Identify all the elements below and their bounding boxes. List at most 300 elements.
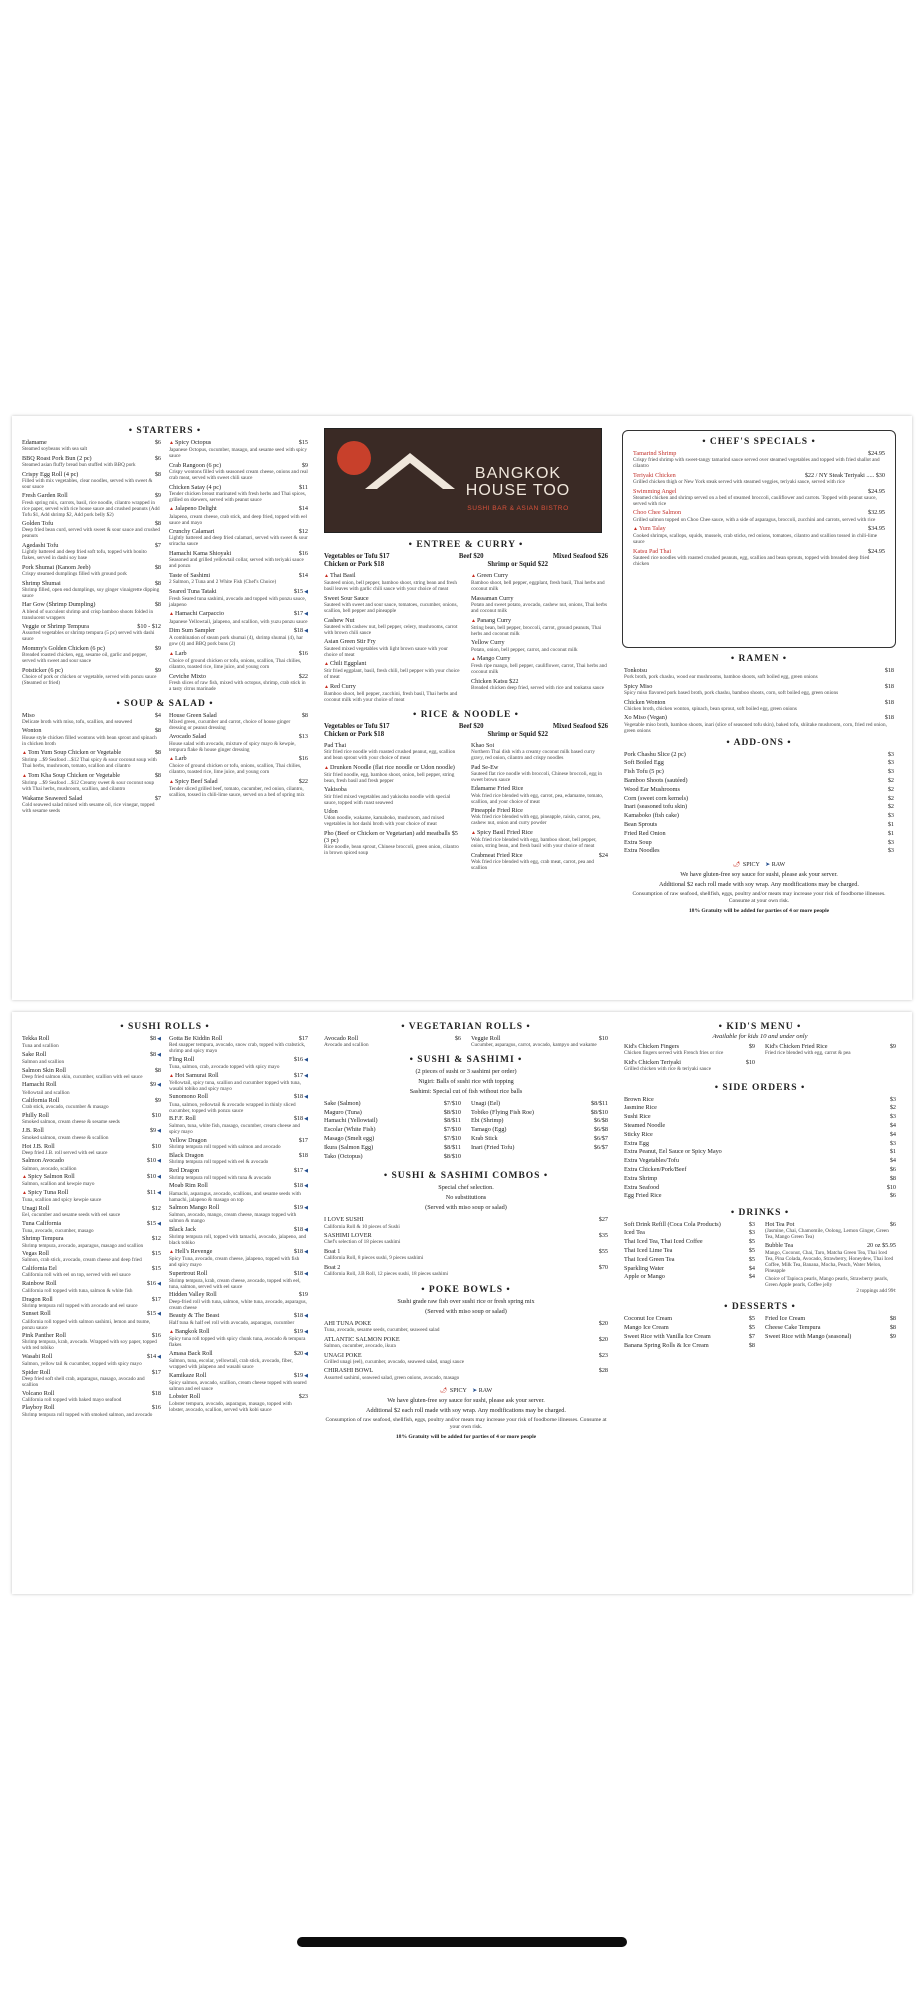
menu-item <box>169 1182 308 1202</box>
item-price <box>887 1104 896 1111</box>
poke-title: • POKE BOWLS • <box>421 1284 511 1295</box>
noodle-price-header <box>324 723 608 730</box>
item-price-text: $35 <box>598 1232 608 1240</box>
item-price <box>152 542 161 549</box>
item-price <box>152 727 161 734</box>
item-price-text: $3 <box>887 847 894 855</box>
item-name-text: Pad Thai <box>324 741 347 749</box>
item-name-text: House Green Salad <box>169 711 217 719</box>
item-price-text: $1 <box>887 820 894 828</box>
item-name-text: Sushi Rice <box>624 1113 651 1121</box>
item-desc: Shrimp tempura roll topped with tuna & avocado <box>169 1174 272 1181</box>
note-gratuity: 18% Gratuity will be added for parties of 4 or more people <box>688 907 830 914</box>
chili-icon: ▲ <box>169 441 174 446</box>
item-name <box>169 1291 217 1298</box>
item-name <box>624 714 667 721</box>
item-name-text: Black Dragon <box>169 1151 204 1159</box>
noodle-sub-shrimp: Shrimp or Squid $22 <box>487 730 548 738</box>
menu-item <box>471 852 608 871</box>
item-name-text: Katsu Pad Thai <box>633 547 672 555</box>
item-name-text: Kamikaze Roll <box>169 1371 207 1379</box>
item-name-text: BBQ Roast Pork Bun (2 pc) <box>22 454 92 462</box>
bubble-tea-name: Bubble Tea <box>765 1242 794 1250</box>
item-price <box>291 1072 308 1080</box>
item-price <box>152 601 161 608</box>
menu-item <box>324 638 461 657</box>
item-name <box>169 484 221 491</box>
item-price <box>296 673 308 680</box>
item-desc: Crispy steamed dumplings filled with ground pork <box>22 570 127 577</box>
item-name-text: Brown Rice <box>624 1095 654 1103</box>
item-desc: Rice noodle, bean sprout, Chinese broccoli, green onion, cilantro in brown spiced soup <box>324 844 459 857</box>
item-price-text: $18 <box>298 1151 308 1159</box>
menu-item <box>324 660 461 680</box>
kids-list-1 <box>624 1043 755 1075</box>
item-price <box>149 1404 161 1411</box>
item-desc: Tuna, avocado, sesame seeds, cucumber, seaweed salad <box>324 1327 440 1334</box>
menu-item <box>471 742 608 761</box>
item-desc: House salad with avocado, mixture of spicy mayo & kewpie, tempura flake & house ginger dressing <box>169 740 296 753</box>
menu-item <box>169 1035 308 1054</box>
menu-item <box>324 572 461 592</box>
item-price-text: $9 <box>301 461 308 469</box>
item-desc: 2 Salmon, 2 Tuna and 2 White Fish (Chef's Choice) <box>169 578 277 585</box>
note2-gluten: We have gluten-free soy sauce for sushi, please ask your server. <box>387 1396 545 1404</box>
item-name <box>624 1256 674 1263</box>
item-price <box>887 1333 896 1340</box>
item-desc: Fresh Seared tuna sashimi, avocado and topped with ponzu sauce, jalapeno <box>169 595 307 608</box>
starters-title: • STARTERS • <box>128 426 202 436</box>
item-price-text: $16 <box>298 649 308 657</box>
item-name <box>471 639 505 646</box>
item-desc: Stir fried mixed vegetables and yakisoba noodle with special sauce, topped with roast seaweed <box>324 793 451 806</box>
entree-title: • ENTREE & CURRY • <box>408 540 524 550</box>
item-desc: Wok fried rice blended with egg, bamboo shoot, bell pepper, onion, string bean, and fresh basil with your choice of meat <box>471 837 597 850</box>
item-price-text: $3 <box>887 838 894 846</box>
item-name-text: Miso <box>22 711 35 719</box>
item-name-text: Hamachi Carpaccio <box>174 610 224 618</box>
item-price-text: $6 <box>154 439 161 446</box>
item-name-text: Wonton <box>22 727 42 735</box>
item-name-text: Larb <box>174 649 187 657</box>
item-name-text: Apple or Mango <box>624 1273 665 1281</box>
fish-icon: ◀ <box>304 1373 308 1379</box>
item-name <box>169 1204 219 1211</box>
item-name <box>624 1315 672 1322</box>
menu-item <box>471 678 608 691</box>
item-name-text: Beauty & The Beast <box>169 1312 220 1320</box>
chili-icon: ▲ <box>633 527 638 533</box>
item-price-text: $18 <box>293 1225 304 1233</box>
item-name-text: Khao Soi <box>471 741 495 749</box>
item-name-text: Philly Roll <box>22 1111 49 1119</box>
item-price <box>441 1126 461 1133</box>
fish-icon: ◀ <box>157 1281 161 1287</box>
item-name <box>624 1324 669 1331</box>
noodle-hdr-beef: Beef $20 <box>458 722 484 730</box>
chili-icon: ▲ <box>169 507 174 513</box>
item-name <box>624 1247 672 1254</box>
item-desc: A blend of succulent shrimp and crisp bamboo shoots folded in translucent wrappers <box>22 608 154 621</box>
item-name-text: Tom Yum Soup Chicken or Vegetable <box>27 749 122 757</box>
item-price <box>149 1250 161 1257</box>
note-raw-warning: Consumption of raw seafood, shellfish, eggs, poultry and/or meats may increase your risk of foodborne illnesses. Consume at your own risk. <box>632 890 886 904</box>
item-desc: Bamboo shoot, bell pepper, zucchini, fresh basil, Thai herbs and coconut milk with your choice of meat <box>324 691 458 704</box>
item-price <box>296 1035 308 1042</box>
menu-item <box>471 764 608 783</box>
item-price <box>591 1117 608 1124</box>
item-price <box>291 1204 308 1212</box>
menu-item <box>169 1204 308 1224</box>
menu-item <box>22 1035 161 1049</box>
item-name-text: Fling Roll <box>169 1055 195 1063</box>
item-name-text: Inari (Fried Tofu) <box>471 1143 515 1151</box>
item-price-text: $4 <box>154 711 161 719</box>
menu-item <box>324 808 461 827</box>
menu-item <box>22 1310 161 1330</box>
item-name-text: Extra Vegetables/Tofu <box>624 1157 679 1165</box>
item-name <box>624 1229 645 1236</box>
item-price-text: $18 <box>293 1247 304 1255</box>
item-price-text: $17 <box>293 610 304 618</box>
item-name-text: Red Curry <box>329 682 356 690</box>
item-price-text: $8 <box>748 1341 755 1349</box>
item-name <box>324 1117 378 1124</box>
item-name <box>22 1097 59 1104</box>
item-price-text: $8 <box>154 771 161 779</box>
menu-item <box>22 601 161 620</box>
note-gluten: We have gluten-free soy sauce for sushi, please ask your server. <box>680 870 838 878</box>
item-price-text: $3 <box>889 1095 896 1103</box>
fish-icon: ◀ <box>304 1249 308 1255</box>
item-desc: California Roll, 8 pieces sushi, 9 pieces sashimi <box>324 1255 424 1262</box>
item-name-text: J.B. Roll <box>22 1126 44 1134</box>
menu-item <box>169 1226 308 1246</box>
menu-item <box>22 542 161 561</box>
item-price-text: $8 <box>149 1035 157 1042</box>
item-name <box>624 777 688 784</box>
item-price <box>149 1112 161 1119</box>
item-price-text: $15 <box>151 1264 161 1272</box>
menu-item <box>324 1352 608 1365</box>
item-name <box>624 795 688 802</box>
item-name <box>324 764 455 772</box>
item-name <box>169 588 217 595</box>
item-price <box>144 1157 161 1165</box>
item-price-text: $8 <box>154 470 161 478</box>
item-name-text: Salmon Avocado <box>22 1157 64 1165</box>
column-kids-sides <box>624 1020 896 1350</box>
item-name <box>22 712 35 719</box>
item-price <box>296 1137 308 1144</box>
item-name <box>169 1372 206 1379</box>
item-price <box>887 1113 896 1120</box>
item-name-text: Pad Se-Ew <box>471 763 499 771</box>
item-name-text: Spider Roll <box>22 1368 51 1376</box>
item-name <box>471 1117 503 1124</box>
item-price <box>596 1352 608 1359</box>
item-desc: Breaded roasted chicken, egg, sesame oil, garlic and pepper, served with sweet and sour sauce <box>22 652 148 665</box>
item-name-text: Extra Noodles <box>624 847 660 855</box>
item-desc: Potato, onion, bell pepper, carrot, and coconut milk <box>471 646 578 653</box>
item-desc: Avocado and scallion <box>324 1042 369 1049</box>
item-price-text: $4 <box>748 1264 755 1272</box>
hot-tea-item <box>765 1221 896 1240</box>
item-price <box>152 455 161 462</box>
item-name-text: Thai Basil <box>329 572 356 579</box>
item-price-text: $18 <box>293 1093 304 1101</box>
item-desc: Salmon, avocado, mango, cream cheese, masago topped with salmon & mango <box>169 1212 297 1225</box>
item-price <box>152 772 161 779</box>
item-price <box>452 1035 461 1042</box>
item-desc: Jalapeno, cream cheese, crab stick, and deep fried, topped with eel sauce and mayo <box>169 513 307 526</box>
item-desc: Spicy miso flavored pork based broth, pork chashu, bamboo shoots, corn, soft boiled egg, green onions <box>624 690 839 696</box>
item-name-text: Playboy Roll <box>22 1404 55 1412</box>
item-desc: Fried rice blended with egg, carrot & pea <box>765 1050 851 1057</box>
item-name <box>471 785 523 792</box>
menu-item <box>169 733 308 752</box>
item-name-text: Dim Sum Sampler <box>169 627 216 635</box>
chili-icon: ▲ <box>169 612 174 618</box>
noodle-list-1 <box>324 742 461 874</box>
item-name <box>169 712 217 719</box>
item-price <box>147 1127 161 1135</box>
item-price-text: $10 <box>151 1111 161 1119</box>
item-desc: California Roll & 10 pieces of Sushi <box>324 1223 400 1230</box>
sushi-rolls-title: • SUSHI ROLLS • <box>120 1022 210 1032</box>
item-price-text: $3 <box>748 1220 755 1228</box>
menu-item <box>22 1390 161 1403</box>
item-price <box>296 1291 308 1298</box>
item-price-text: $24.95 <box>867 450 885 457</box>
item-price-text: $18 <box>884 682 894 690</box>
item-name-text: Fish Tofu (5 pc) <box>624 768 664 776</box>
specials-title: • CHEF'S SPECIALS • <box>702 437 816 447</box>
menu-item <box>324 1248 608 1261</box>
item-price-text: $8/$10 <box>443 1152 461 1160</box>
item-name <box>324 1352 362 1359</box>
entree-list-2 <box>471 572 608 706</box>
sides-list <box>624 1096 896 1200</box>
item-name <box>22 1353 52 1360</box>
menu-item <box>624 786 894 793</box>
item-name-text: Tobiko (Flying Fish Roe) <box>471 1108 534 1116</box>
item-desc: Salmon, avocado, scallion <box>22 1165 77 1172</box>
item-price-text: $3 <box>889 1139 896 1147</box>
menu-item <box>624 847 894 854</box>
bubble-tea-flavors: Mango, Coconut, Chai, Taro, Matcha Green Tea, Thai Iced Tea, Pina Colada, Avocado, Strawberry, Honeydew, Thai Iced Coffee, Milk Tea, Banana, Mocha, Peach, Water Melon, Pineapple <box>765 1249 894 1274</box>
item-price <box>149 1332 161 1339</box>
item-name <box>624 699 666 706</box>
menu-item <box>624 751 894 758</box>
item-desc: Steamed asian fluffy bread bun stuffed with BBQ pork <box>22 462 136 468</box>
sushi-sashimi-list-1 <box>324 1100 461 1162</box>
item-price <box>746 1247 755 1254</box>
poke-list <box>324 1320 608 1381</box>
menu-item <box>169 588 308 608</box>
menu-item <box>324 1135 461 1142</box>
item-name-text: Wood Ear Mushrooms <box>624 785 680 793</box>
item-price-text: $16 <box>146 1279 157 1287</box>
item-price-text: $8/$10 <box>443 1108 461 1116</box>
logo-name-line1: BANGKOK <box>474 465 562 482</box>
item-price-text: $18 <box>293 1312 304 1320</box>
item-name-text: Steamed Noodle <box>624 1121 666 1129</box>
item-name-text: Extra Seafood <box>624 1183 660 1191</box>
item-price <box>147 1051 161 1059</box>
item-name-text: Potsticker (6 pc) <box>22 666 63 674</box>
legend-spicy: SPICY <box>742 861 760 868</box>
item-price-text: $2 <box>889 1104 896 1112</box>
item-desc: Delicate broth with miso, tofu, scallion, and seaweed <box>22 718 133 725</box>
menu-item <box>169 528 308 547</box>
item-name <box>169 1328 210 1336</box>
item-name <box>22 1310 51 1317</box>
menu-item <box>633 509 885 522</box>
chili-icon: ▲ <box>22 773 27 779</box>
item-desc: Yellowtail and scallion <box>22 1089 70 1096</box>
item-price-text: $5 <box>748 1255 755 1263</box>
item-name-text: Extra Soup <box>624 838 652 846</box>
item-desc: Cucumber, asparagus, carrot, avocado, kampyo and wakame <box>471 1042 597 1049</box>
item-price-text: $8 <box>301 711 308 719</box>
item-price <box>887 1157 896 1164</box>
item-name-text: Sparkling Water <box>624 1264 665 1272</box>
item-name-text: Spicy Octopus <box>174 439 212 446</box>
entree-hdr-beef: Beef $20 <box>458 553 484 560</box>
item-name <box>624 683 652 690</box>
item-name-text: B.F.F. Roll <box>169 1115 196 1123</box>
item-price-text: $7/$10 <box>443 1099 461 1107</box>
item-name-text: Extra Egg <box>624 1139 649 1147</box>
item-price-text: $70 <box>598 1263 608 1271</box>
menu-item <box>471 572 608 592</box>
item-price-text: $14 <box>298 505 308 513</box>
item-price-text: $15 <box>293 587 304 595</box>
item-price-text: $28 <box>598 1367 608 1375</box>
item-price <box>865 488 885 495</box>
item-name-text: Soft Boiled Egg <box>624 759 664 767</box>
item-desc: Hamachi, asparagus, avocado, scallions, and sesame seeds with hamachi, jalapeno & masago on top <box>169 1190 301 1203</box>
item-price <box>152 439 161 446</box>
item-price <box>296 733 308 740</box>
menu-item <box>169 1115 308 1135</box>
fish-icon: ➤ <box>472 1387 478 1394</box>
item-name <box>22 492 68 499</box>
item-price-text: $18 <box>293 1115 304 1123</box>
item-name <box>169 1072 219 1080</box>
menu-item <box>324 1126 461 1133</box>
column-starters <box>22 424 308 817</box>
item-name-text: Crab Rangoon (6 pc) <box>169 461 222 469</box>
home-indicator[interactable] <box>297 1937 627 1947</box>
item-name <box>169 1248 212 1256</box>
fish-icon: ◀ <box>157 1221 161 1227</box>
item-desc: Choice of pork or chicken or vegetable, served with ponzu sauce (Steamed or fried) <box>22 673 157 686</box>
item-price-text: $22 <box>298 777 308 785</box>
menu-item <box>22 1250 161 1263</box>
item-price <box>152 1067 161 1074</box>
item-name <box>22 667 63 674</box>
bubble-tea-price: 20 oz $5.95 <box>866 1242 896 1250</box>
item-desc: California roll topped with salmon sashimi, lemon and tsume, ponzu sauce <box>22 1318 151 1331</box>
item-name-text: Banana Spring Rolls & Ice Cream <box>624 1341 709 1349</box>
item-name <box>624 1333 711 1340</box>
item-name <box>324 742 346 749</box>
menu-item <box>324 1153 461 1160</box>
item-name <box>22 1067 66 1074</box>
item-price-text: $8 <box>154 1066 161 1074</box>
item-name-text: Tamago (Egg) <box>471 1126 507 1134</box>
chili-icon: ▲ <box>324 662 329 668</box>
legend-2 <box>324 1387 608 1394</box>
item-price-text: $6 <box>889 1165 896 1173</box>
item-desc: Shrimp tempura, krab, cream cheese, avocado, topped with eel, tuna, salmon, served with eel sauce <box>169 1277 301 1290</box>
item-name-text: Spicy Tuna Roll <box>27 1188 69 1196</box>
item-name <box>624 1265 664 1272</box>
item-name <box>169 1056 194 1063</box>
item-price <box>291 1226 308 1234</box>
menu-item <box>169 1291 308 1310</box>
item-name-text: Spicy Miso <box>624 682 653 690</box>
item-desc: Wok fried rice blended with egg, crab meat, carrot, pea and scallion <box>471 858 595 871</box>
item-name-text: Hamachi Kama Shioyaki <box>169 549 232 557</box>
menu-item <box>22 727 161 746</box>
menu-item <box>624 803 894 810</box>
menu-item <box>624 1157 896 1164</box>
item-price-text: $10 <box>146 1173 157 1181</box>
bubble-tea-item <box>765 1242 896 1293</box>
item-name-text: Extra Peanut, Eel Sauce or Spicy Mayo <box>624 1148 722 1156</box>
item-name-text: Choo Chee Salmon <box>633 509 682 517</box>
item-name <box>169 462 221 469</box>
item-desc: Spicy salmon, avocado, scallion, cream cheese topped with seared salmon and eel sauce <box>169 1379 307 1392</box>
item-name-text: Volcano Roll <box>22 1389 55 1397</box>
item-price <box>152 492 161 499</box>
item-price-text: $7/$10 <box>443 1134 461 1142</box>
item-name <box>169 673 206 680</box>
item-price <box>746 1043 755 1050</box>
item-desc: Shrimp ...$9 Seafood ...$12 Creamy sweet & sour coconut soup with Thai herbs, mushroom, scallion, and cilantro <box>22 780 155 793</box>
menu-item <box>324 617 461 636</box>
item-desc: California roll topped with tuna, salmon & white fish <box>22 1287 133 1294</box>
fish-icon: ◀ <box>157 1159 161 1165</box>
item-name <box>324 638 376 645</box>
menu-page-front <box>12 416 912 1000</box>
item-price <box>152 712 161 719</box>
chefs-specials-box <box>622 430 896 648</box>
item-name <box>324 1100 361 1107</box>
menu-item <box>471 829 608 849</box>
item-price <box>291 1248 308 1256</box>
item-price-text: $24.95 <box>867 547 885 555</box>
item-name <box>22 580 61 587</box>
item-price <box>746 1342 755 1349</box>
logo-name-line2: HOUSE TOO <box>465 482 571 499</box>
menu-item <box>624 759 894 766</box>
item-name-text: Spicy Salmon Roll <box>27 1173 75 1181</box>
menu-item <box>22 439 161 452</box>
item-price <box>882 683 894 690</box>
item-price-text: $18 <box>884 667 894 674</box>
item-price <box>152 564 161 571</box>
item-price-text: $17 <box>298 1136 308 1144</box>
item-name <box>624 830 666 837</box>
noodle-list-2 <box>471 742 608 874</box>
item-name-text: Jalapeno Delight <box>174 505 217 513</box>
item-price <box>596 1216 608 1223</box>
item-price <box>887 1148 896 1155</box>
